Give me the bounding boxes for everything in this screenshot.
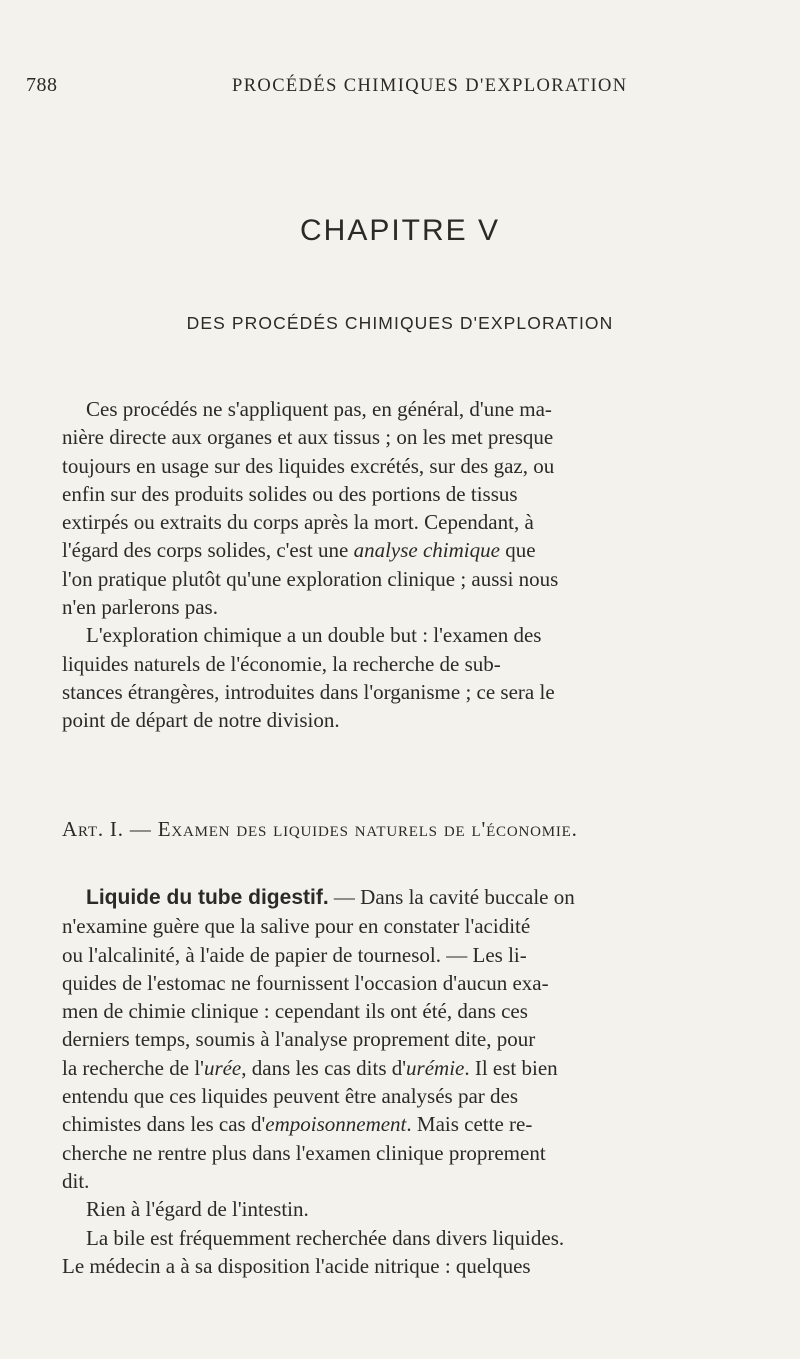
text-line: Ces procédés ne s'appliquent pas, en général, d'une ma-	[86, 397, 552, 421]
text-line: point de départ de notre division.	[62, 708, 340, 733]
text-line: quides de l'estomac ne fournissent l'occasion d'aucun exa-	[62, 970, 549, 995]
text-fragment: que	[499, 538, 536, 563]
text-line	[62, 1054, 762, 1082]
text-fragment: . Il est bien	[464, 1055, 558, 1080]
article-heading	[62, 817, 772, 842]
text-line	[62, 883, 762, 912]
text-fragment: , dans les cas dits d'	[241, 1055, 407, 1080]
text-line	[62, 536, 762, 564]
text-line: extirpés ou extraits du corps après la mort. Cependant, à	[62, 510, 534, 535]
section-paragraph	[62, 883, 762, 1280]
text-line: men de chimie clinique : cependant ils ont été, dans ces	[62, 999, 528, 1024]
page-number: 788	[26, 74, 58, 96]
text-line	[62, 1110, 762, 1138]
text-line: La bile est fréquemment recherchée dans divers liquides.	[86, 1225, 565, 1250]
chapter-subtitle: DES PROCÉDÉS CHIMIQUES D'EXPLORATION	[186, 313, 614, 333]
emphasis-uremie: urémie	[406, 1055, 465, 1080]
text-line: entendu que ces liquides peuvent être analysés par des	[62, 1084, 519, 1109]
running-head	[0, 72, 800, 104]
text-line: n'en parlerons pas.	[62, 595, 218, 620]
text-line: toujours en usage sur des liquides excrétés, sur des gaz, ou	[62, 453, 555, 478]
running-title: PROCÉDÉS CHIMIQUES D'EXPLORATION	[232, 76, 628, 96]
text-line: Rien à l'égard de l'intestin.	[86, 1197, 309, 1222]
emphasis-uree: urée	[203, 1055, 242, 1080]
chapter-title: CHAPITRE V	[299, 214, 501, 247]
text-line: cherche ne rentre plus dans l'examen clinique proprement	[62, 1140, 546, 1165]
text-fragment: l'égard des corps solides, c'est une	[62, 538, 354, 563]
text-fragment: . Mais cette re-	[406, 1112, 533, 1137]
section-lead: Liquide du tube digestif.	[86, 886, 329, 909]
emphasis-empoisonnement: empoisonnement	[265, 1112, 407, 1137]
intro-paragraph	[62, 395, 762, 735]
text-line: liquides naturels de l'économie, la recherche de sub-	[62, 651, 501, 676]
text-line: Le médecin a à sa disposition l'acide nitrique : quelques	[62, 1253, 531, 1278]
text-fragment: chimistes dans les cas d'	[62, 1112, 266, 1137]
text-line: L'exploration chimique a un double but : l'examen des	[86, 623, 542, 648]
text-line: n'examine guère que la salive pour en constater l'acidité	[62, 914, 531, 939]
text-line: ou l'alcalinité, à l'aide de papier de tournesol. — Les li-	[62, 942, 527, 967]
text-line: nière directe aux organes et aux tissus ; on les met presque	[62, 425, 554, 450]
article-title: Examen des liquides naturels de l'économie.	[157, 817, 578, 841]
text-line: stances étrangères, introduites dans l'organisme ; ce sera le	[62, 679, 555, 704]
text-fragment: la recherche de l'	[62, 1055, 204, 1080]
article-prefix: Art. I. —	[62, 817, 158, 841]
text-line: l'on pratique plutôt qu'une exploration clinique ; aussi nous	[62, 566, 559, 591]
text-line: derniers temps, soumis à l'analyse proprement dite, pour	[62, 1027, 536, 1052]
text-line: dit.	[62, 1168, 90, 1193]
text-fragment: — Dans la cavité buccale on	[328, 885, 575, 909]
text-line: enfin sur des produits solides ou des portions de tissus	[62, 481, 518, 506]
emphasis-analyse-chimique: analyse chimique	[353, 538, 500, 563]
